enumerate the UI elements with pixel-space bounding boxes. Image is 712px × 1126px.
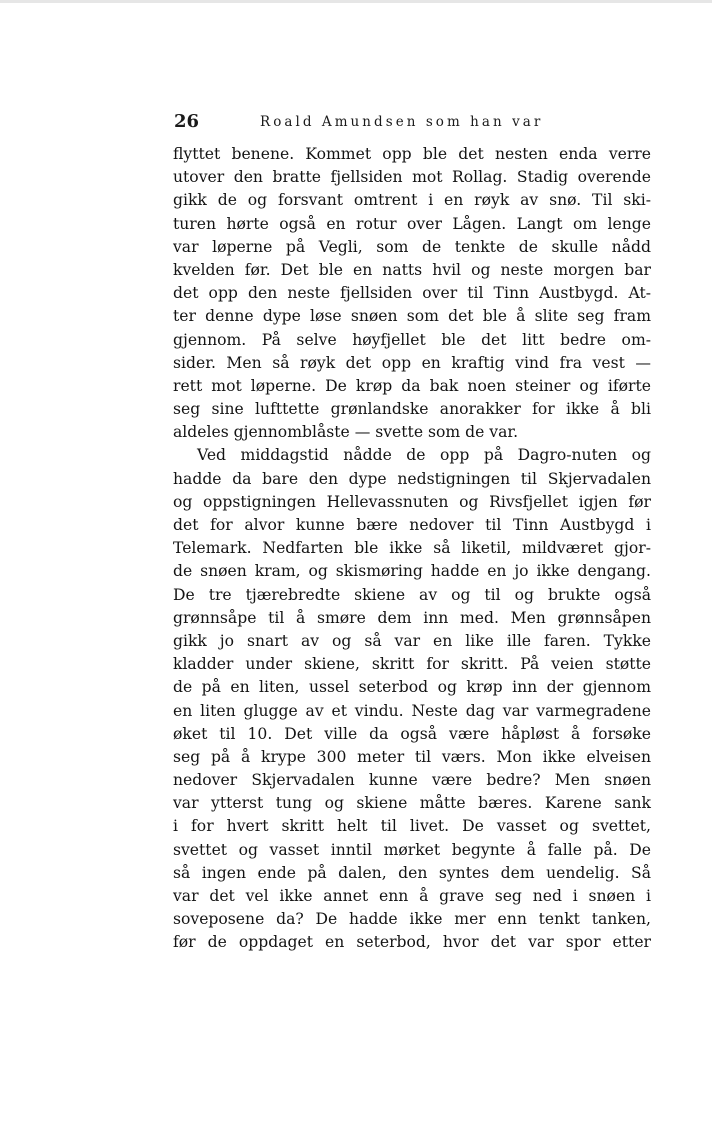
text-line: soveposene da? De hadde ikke mer enn tenkt tanken,	[173, 910, 651, 929]
text-line: og oppstigningen Hellevassnuten og Rivsfjellet igjen før	[173, 492, 651, 511]
text-line: kladder under skiene, skritt for skritt. På veien støtte	[173, 655, 651, 674]
text-line: seg på å krype 300 meter til værs. Mon ikke elveisen	[173, 747, 651, 766]
text-line: flyttet benene. Kommet opp ble det nesten enda verre	[173, 145, 651, 163]
text-line: Ved middagstid nådde de opp på Dagro-nuten og	[197, 446, 651, 465]
text-line: en liten glugge av et vindu. Neste dag var varmegradene	[173, 701, 651, 720]
body-text	[173, 143, 651, 955]
text-line: var det vel ikke annet enn å grave seg ned i snøen i	[173, 887, 651, 905]
text-line: i for hvert skritt helt til livet. De vasset og svettet,	[173, 817, 651, 836]
text-line: De tre tjærebredte skiene av og til og brukte også	[173, 585, 651, 604]
text-line: var ytterst tung og skiene måtte bæres. Karene sank	[173, 794, 651, 813]
text-line: turen hørte også en rotur over Lågen. Langt om lenge	[173, 214, 651, 233]
text-line: nedover Skjervadalen kunne være bedre? Men snøen	[173, 771, 651, 790]
text-line: gjennom. På selve høyfjellet ble det litt bedre om-	[173, 330, 651, 349]
text-line: det for alvor kunne bære nedover til Tinn Austbygd i	[173, 516, 651, 534]
text-line: grønnsåpe til å smøre dem inn med. Men grønnsåpen	[173, 608, 651, 627]
page-number: 26	[174, 111, 200, 132]
text-line: de på en liten, ussel seterbod og krøp inn der gjennom	[173, 678, 651, 697]
page-top-edge	[0, 0, 712, 3]
page-header	[174, 110, 652, 136]
text-line: sider. Men så røyk det opp en kraftig vind fra vest —	[173, 353, 651, 372]
text-line: gikk jo snart av og så var en like ille faren. Tykke	[173, 631, 651, 650]
text-line: det opp den neste fjellsiden over til Tinn Austbygd. At-	[173, 284, 651, 303]
text-line: kvelden før. Det ble en natts hvil og neste morgen bar	[173, 260, 651, 279]
text-line: svettet og vasset inntil mørket begynte å falle på. De	[173, 840, 651, 859]
text-line: var løperne på Vegli, som de tenkte de skulle nådd	[173, 237, 651, 256]
text-line: utover den bratte fjellsiden mot Rollag. Stadig overende	[173, 168, 651, 187]
text-line: ter denne dype løse snøen som det ble å slite seg fram	[173, 307, 651, 326]
text-line: øket til 10. Det ville da også være håpløst å forsøke	[173, 724, 651, 743]
text-line: de snøen kram, og skismøring hadde en jo ikke dengang.	[173, 562, 651, 581]
text-line: rett mot løperne. De krøp da bak noen steiner og iførte	[173, 376, 651, 395]
text-line: gikk de og forsvant omtrent i en røyk av snø. Til ski-	[173, 191, 651, 210]
text-line: Telemark. Nedfarten ble ikke så liketil, mildværet gjor-	[173, 539, 651, 558]
text-line: så ingen ende på dalen, den syntes dem uendelig. Så	[173, 863, 651, 882]
text-line: før de oppdaget en seterbod, hvor det var spor etter	[173, 933, 651, 952]
running-title: Roald Amundsen som han var	[260, 114, 544, 130]
text-line: aldeles gjennomblåste — svette som de var.	[173, 423, 519, 442]
text-line: seg sine lufttette grønlandske anorakker for ikke å bli	[173, 400, 651, 419]
text-line: hadde da bare den dype nedstigningen til Skjervadalen	[173, 469, 651, 488]
